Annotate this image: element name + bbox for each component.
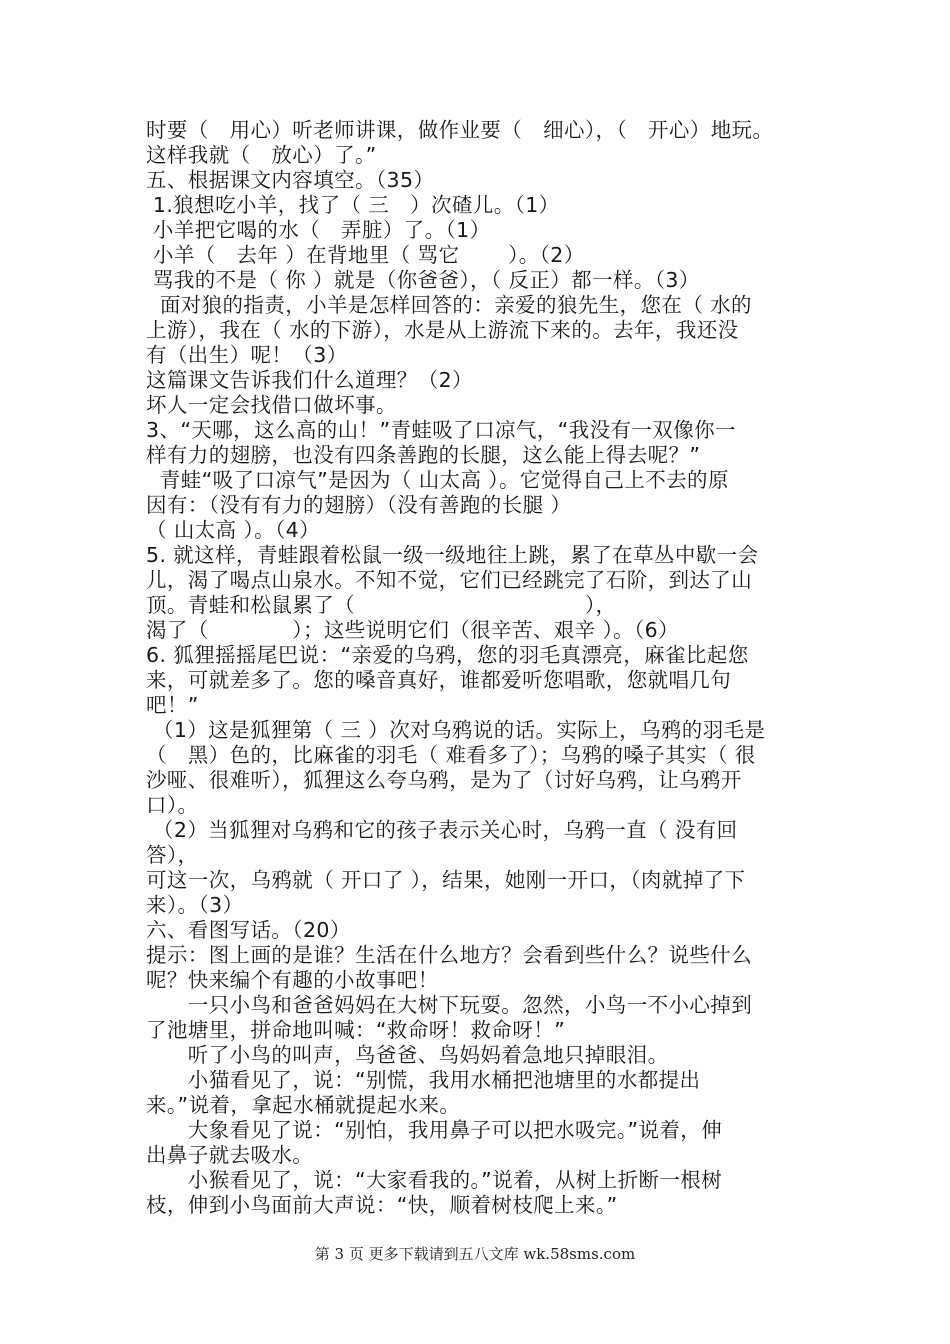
text-line: 青蛙“吸了口凉气”是因为（ 山太高 ）。它觉得自己上不去的原: [146, 468, 729, 492]
text-line: 小羊（ 去年 ）在背地里（ 骂它 ）。（2）: [146, 243, 585, 267]
text-line: 这样我就（ 放心）了。”: [146, 143, 377, 167]
text-line: 1.狼想吃小羊，找了（ 三 ）次碴儿。（1）: [146, 193, 560, 217]
text-line: 小猫看见了，说：“别慌，我用水桶把池塘里的水都提出: [146, 1068, 701, 1092]
text-line: 渴了（ ）；这些说明它们（很辛苦、艰辛 ）。（6）: [146, 618, 680, 642]
text-line: （ 山太高 ）。（4）: [146, 518, 320, 542]
text-line: （1）这是狐狸第（ 三 ）次对乌鸦说的话。实际上，乌鸦的羽毛是: [146, 718, 766, 742]
section-heading: 六、看图写话。（20）: [146, 918, 351, 942]
text-line: 儿，渴了喝点山泉水。不知不觉，它们已经跳完了石阶，到达了山: [146, 568, 753, 592]
text-line: 上游），我在（ 水的下游），水是从上游流下来的。去年，我还没: [146, 318, 739, 342]
text-line: （ 黑）色的，比麻雀的羽毛（ 难看多了）；乌鸦的嗓子其实（ 很: [146, 743, 756, 767]
text-line: 时要（ 用心）听老师讲课，做作业要（ 细心），（ 开心）地玩。: [146, 118, 774, 142]
text-line: 来，可就差多了。您的嗓音真好，谁都爱听您唱歌，您就唱几句: [146, 668, 732, 692]
text-line: 来）。（3）: [146, 893, 244, 917]
document-body: [146, 118, 818, 1218]
text-line: 小羊把它喝的水（ 弄脏）了。（1）: [146, 218, 491, 242]
text-line: 可这一次，乌鸦就（ 开口了 ），结果，她刚一开口，（肉就掉了下: [146, 868, 746, 892]
text-line: 这篇课文告诉我们什么道理？（2）: [146, 368, 473, 392]
text-line: 大象看见了说：“别怕，我用鼻子可以把水吸完。”说着，伸: [146, 1118, 723, 1142]
text-line: 吧！”: [146, 693, 199, 717]
text-line: 面对狼的指责，小羊是怎样回答的：亲爱的狼先生，您在（ 水的: [146, 293, 752, 317]
text-line: 3、“天哪，这么高的山！”青蛙吸了口凉气，“我没有一双像你一: [146, 418, 736, 442]
text-line: 口）。: [146, 793, 199, 817]
text-line: 因有：（没有有力的翅膀）（没有善跑的长腿 ）: [146, 493, 572, 517]
text-line: 有（出生）呢！（3）: [146, 343, 348, 367]
text-line: 6. 狐狸摇摇尾巴说：“亲爱的乌鸦，您的羽毛真漂亮，麻雀比起您: [146, 643, 749, 667]
text-line: 顶。青蛙和松鼠累了（ ），: [146, 593, 617, 617]
text-line: 小猴看见了，说：“大家看我的。”说着，从树上折断一根树: [146, 1168, 723, 1192]
page-footer: 第 3 页 更多下载请到五八文库 wk.58sms.com: [314, 1245, 636, 1263]
text-line: 了池塘里，拼命地叫喊：“救命呀！救命呀！”: [146, 1018, 566, 1042]
text-line: 呢？快来编个有趣的小故事吧！: [146, 968, 439, 992]
text-line: 枝，伸到小鸟面前大声说：“快，顺着树枝爬上来。”: [146, 1193, 618, 1217]
text-line: 答），: [146, 843, 199, 867]
text-line: （2）当狐狸对乌鸦和它的孩子表示关心时，乌鸦一直（ 没有回: [146, 818, 738, 842]
text-line: 5. 就这样，青蛙跟着松鼠一级一级地往上跳，累了在草丛中歇一会: [146, 543, 759, 567]
text-line: 听了小鸟的叫声，鸟爸爸、鸟妈妈着急地只掉眼泪。: [146, 1043, 669, 1067]
text-line: 一只小鸟和爸爸妈妈在大树下玩耍。忽然，小鸟一不小心掉到: [146, 993, 753, 1017]
text-line: 样有力的翅膀，也没有四条善跑的长腿，这么能上得去呢？”: [146, 443, 701, 467]
text-line: 骂我的不是（ 你 ）就是（你爸爸），（ 反正）都一样。（3）: [146, 268, 700, 292]
text-line: 提示：图上画的是谁？生活在什么地方？会看到些什么？说些什么: [146, 943, 753, 967]
section-heading: 五、根据课文内容填空。（35）: [146, 168, 435, 192]
text-line: 坏人一定会找借口做坏事。: [146, 393, 397, 417]
text-line: 出鼻子就去吸水。: [146, 1143, 314, 1167]
text-line: 沙哑、很难听），狐狸这么夸乌鸦，是为了（讨好乌鸦，让乌鸦开: [146, 768, 742, 792]
text-line: 来。”说着，拿起水桶就提起水来。: [146, 1093, 461, 1117]
